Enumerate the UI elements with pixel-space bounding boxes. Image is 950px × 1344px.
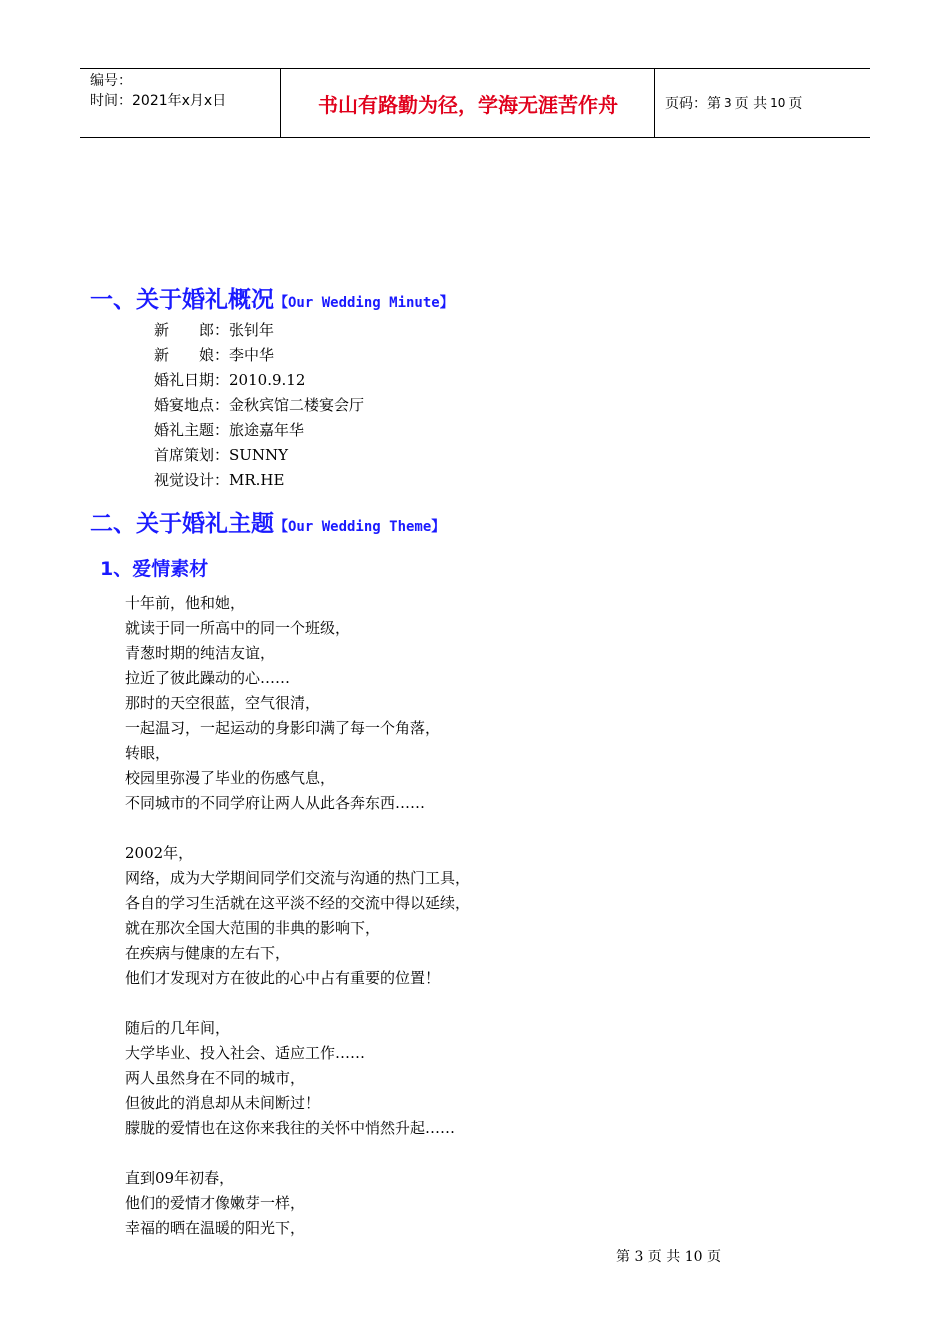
- info-row: [154, 318, 364, 343]
- page-prefix: 页码：第: [665, 96, 721, 112]
- page-number: 3: [724, 96, 732, 110]
- poem-line: 随后的几年间，: [125, 1019, 231, 1037]
- subsection1-heading: 1、爱情素材: [100, 558, 209, 580]
- info-value: 李中华: [229, 346, 275, 364]
- number-label: 编号：: [90, 73, 132, 89]
- poem-line: 青葱时期的纯洁友谊，: [125, 644, 276, 662]
- info-label: 首席策划：: [154, 446, 230, 464]
- time-label: 时间：2021年x月x日: [90, 93, 227, 109]
- poem-line: 就读于同一所高中的同一个班级，: [125, 619, 351, 637]
- page-total: 10: [770, 96, 786, 110]
- info-row: [154, 443, 364, 468]
- section1-heading: [90, 281, 454, 314]
- poem-line: 网络，成为大学期间同学们交流与沟通的热门工具，: [125, 869, 471, 887]
- section2-title: 二、关于婚礼主题: [90, 511, 274, 537]
- poem-line: 两人虽然身在不同的城市，: [125, 1069, 306, 1087]
- info-value: 张钊年: [229, 321, 275, 339]
- page-mid: 页 共: [734, 96, 768, 112]
- poem-line: 大学毕业、投入社会、适应工作……: [125, 1044, 366, 1062]
- info-label: 新 娘：: [154, 346, 230, 364]
- poem-line: 他们的爱情才像嫩芽一样，: [125, 1194, 306, 1212]
- section1-title-en: 【Our Wedding Minute】: [274, 295, 454, 311]
- info-label: 婚礼主题：: [154, 421, 230, 439]
- poem-line: 就在那次全国大范围的非典的影响下，: [125, 919, 381, 937]
- poem-line: 幸福的晒在温暖的阳光下，: [125, 1219, 306, 1237]
- info-label: 婚礼日期：: [154, 371, 230, 389]
- poem-line: [125, 991, 470, 1016]
- poem-line: 各自的学习生活就在这平淡不经的交流中得以延续，: [125, 894, 471, 912]
- page-footer: 第 3 页 共 10 页: [616, 1249, 721, 1265]
- header-meta-cell: [80, 69, 281, 137]
- poem-line: 不同城市的不同学府让两人从此各奔东西……: [125, 794, 426, 812]
- motto: 书山有路勤为径，学海无涯苦作舟: [282, 69, 655, 137]
- info-label: 新 郎：: [154, 321, 230, 339]
- poem-line: 在疾病与健康的左右下，: [125, 944, 291, 962]
- poem-line: 转眼，: [125, 744, 171, 762]
- poem-line: 十年前，他和她，: [125, 594, 246, 612]
- info-value: 金秋宾馆二楼宴会厅: [229, 396, 365, 414]
- info-label: 婚宴地点：: [154, 396, 230, 414]
- info-row: [154, 468, 364, 493]
- section2-title-en: 【Our Wedding Theme】: [274, 519, 446, 535]
- info-row: [154, 368, 364, 393]
- info-value: 2010.9.12: [229, 371, 306, 389]
- poem-line: 一起温习，一起运动的身影印满了每一个角落，: [125, 719, 441, 737]
- info-row: [154, 418, 364, 443]
- section1-title: 一、关于婚礼概况: [90, 287, 274, 313]
- poem-line: 他们才发现对方在彼此的心中占有重要的位置！: [125, 969, 441, 987]
- poem-line: 直到09年初春，: [125, 1169, 235, 1187]
- love-story-text: [125, 591, 470, 1241]
- poem-line: [125, 816, 470, 841]
- info-value: MR.HE: [229, 471, 285, 489]
- section2-heading: [90, 505, 445, 538]
- page-indicator: [655, 69, 870, 137]
- info-label: 视觉设计：: [154, 471, 230, 489]
- info-value: SUNNY: [229, 446, 289, 464]
- poem-line: 朦胧的爱情也在这你来我往的关怀中悄然升起……: [125, 1119, 456, 1137]
- page-suffix: 页: [788, 96, 803, 112]
- poem-line: 拉近了彼此躁动的心……: [125, 669, 291, 687]
- info-row: [154, 343, 364, 368]
- header-table: [80, 68, 870, 138]
- poem-line: 但彼此的消息却从未间断过！: [125, 1094, 321, 1112]
- wedding-info-list: [154, 318, 364, 493]
- poem-line: [125, 1141, 470, 1166]
- poem-line: 那时的天空很蓝，空气很清，: [125, 694, 321, 712]
- info-row: [154, 393, 364, 418]
- poem-line: 2002年，: [125, 844, 194, 862]
- info-value: 旅途嘉年华: [229, 421, 305, 439]
- poem-line: 校园里弥漫了毕业的伤感气息，: [125, 769, 336, 787]
